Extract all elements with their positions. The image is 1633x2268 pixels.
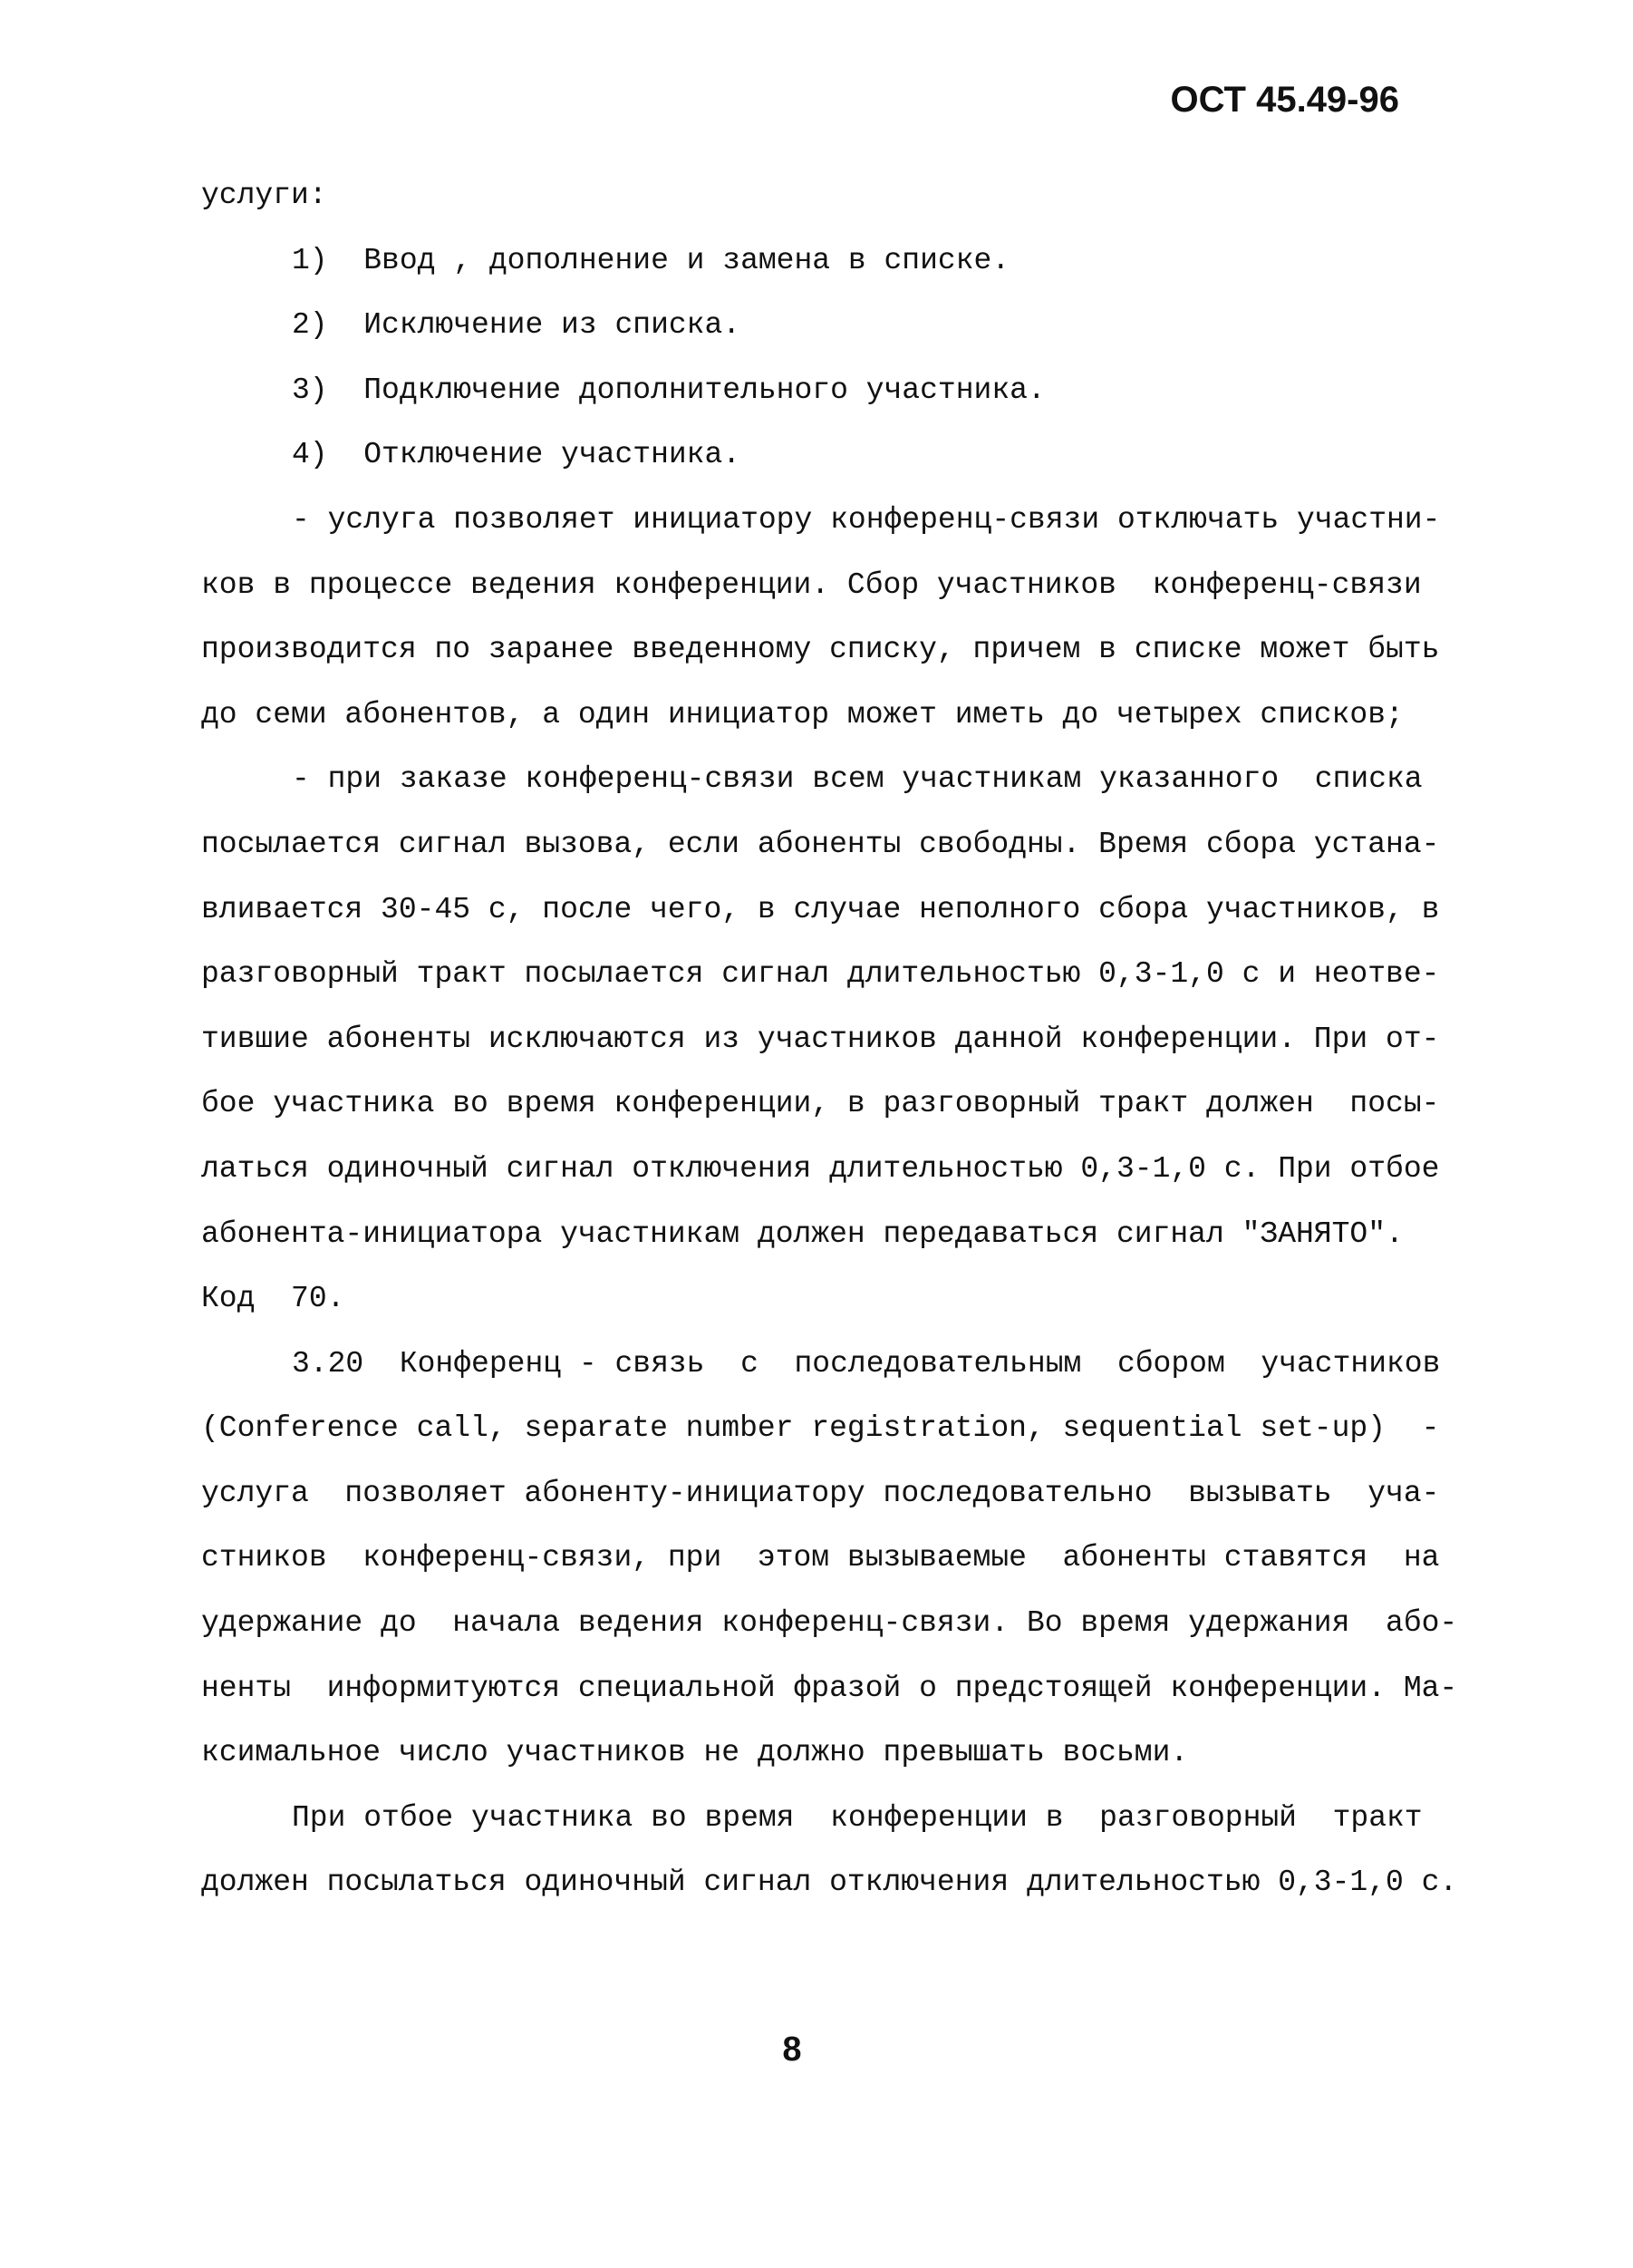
text-line: услуга позволяет абоненту-инициатору последовательно вызывать уча- [201, 1476, 1440, 1510]
text-line: ков в процессе ведения конференции. Сбор участников конференц-связи [201, 567, 1422, 602]
list-item: 2) Исключение из списка. [292, 308, 741, 343]
text-line: - услуга позволяет инициатору конференц-связи отключать участни- [292, 502, 1441, 537]
text-line: При отбое участника во время конференции в разговорный тракт [292, 1800, 1423, 1835]
list-item: 4) Отключение участника. [292, 438, 741, 472]
text-line: абонента-инициатора участникам должен передаваться сигнал "ЗАНЯТО". [201, 1216, 1404, 1251]
code-line: Код 70. [201, 1282, 345, 1316]
text-line: тившие абоненты исключаются из участников данной конференции. При от- [201, 1022, 1440, 1056]
section-heading-line: 3.20 Конференц - связь с последовательным сбором участников [292, 1346, 1441, 1381]
text-line: - при заказе конференц-связи всем участникам указанного списка [292, 762, 1423, 797]
document-body [201, 163, 1515, 1915]
text-line: (Conference call, separate number registration, sequential set-up) - [201, 1411, 1440, 1446]
text-line: стников конференц-связи, при этом вызываемые абоненты ставятся на [201, 1541, 1440, 1575]
text-line: бое участника во время конференции, в разговорный тракт должен посы- [201, 1087, 1440, 1121]
text-line: удержание до начала ведения конференц-связи. Во время удержания або- [201, 1606, 1458, 1641]
text-line: должен посылаться одиночный сигнал отключения длительностью 0,3-1,0 с. [201, 1866, 1458, 1900]
text-line: услуги: [201, 179, 327, 212]
text-line: посылается сигнал вызова, если абоненты свободны. Время сбора устана- [201, 827, 1440, 861]
text-line: до семи абонентов, а один инициатор может иметь до четырех списков; [201, 697, 1404, 732]
text-line: латься одиночный сигнал отключения длительностью 0,3-1,0 с. При отбое [201, 1151, 1440, 1186]
text-line: производится по заранее введенному списку, причем в списке может быть [201, 633, 1440, 667]
list-item: 3) Подключение дополнительного участника. [292, 373, 1046, 407]
text-line: вливается 30-45 с, после чего, в случае неполного сбора участников, в [201, 892, 1440, 926]
text-line: ненты информитуются специальной фразой о предстоящей конференции. Ма- [201, 1671, 1458, 1705]
text-line: ксимальное число участников не должно превышать восьми. [201, 1736, 1189, 1770]
page-number: 8 [782, 2031, 802, 2069]
document-code: ОСТ 45.49-96 [1170, 80, 1399, 120]
text-line: разговорный тракт посылается сигнал длительностью 0,3-1,0 с и неотве- [201, 957, 1440, 992]
list-item: 1) Ввод , дополнение и замена в списке. [292, 243, 1010, 277]
